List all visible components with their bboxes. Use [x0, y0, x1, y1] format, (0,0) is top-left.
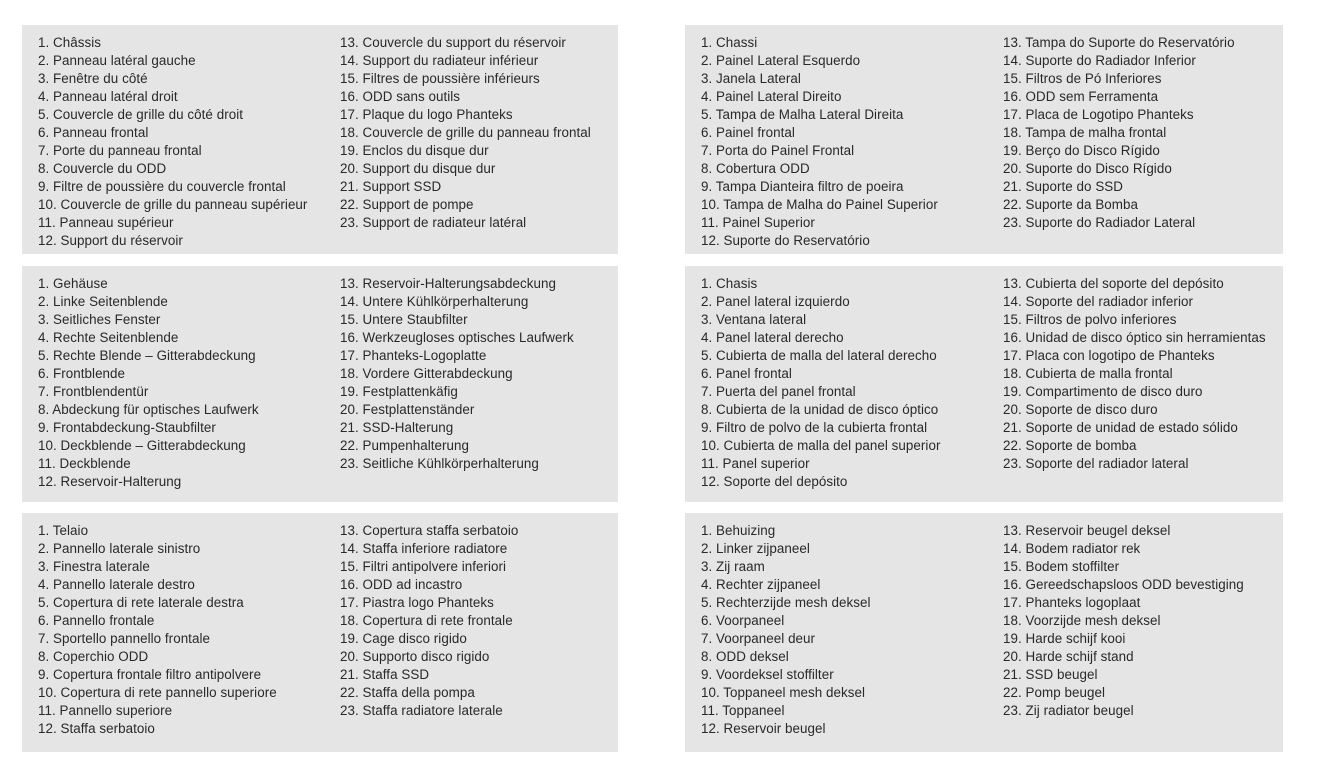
part-item: 21. SSD-Halterung	[340, 420, 454, 435]
part-item: 3. Seitliches Fenster	[38, 312, 161, 327]
part-item: 14. Soporte del radiador inferior	[1003, 294, 1193, 309]
part-item: 2. Panel lateral izquierdo	[701, 294, 850, 309]
part-item: 12. Soporte del depósito	[701, 474, 848, 489]
part-item: 21. Soporte de unidad de estado sólido	[1003, 420, 1238, 435]
part-item: 17. Plaque du logo Phanteks	[340, 107, 513, 122]
part-item: 7. Porte du panneau frontal	[38, 143, 202, 158]
parts-panel-german	[22, 266, 618, 502]
part-item: 5. Cubierta de malla del lateral derecho	[701, 348, 937, 363]
part-item: 13. Copertura staffa serbatoio	[340, 523, 519, 538]
part-item: 6. Painel frontal	[701, 125, 795, 140]
part-item: 9. Tampa Dianteira filtro de poeira	[701, 179, 904, 194]
part-item: 9. Filtre de poussière du couvercle frontal	[38, 179, 286, 194]
part-item: 15. Filtri antipolvere inferiori	[340, 559, 507, 574]
part-item: 1. Telaio	[38, 523, 89, 538]
part-item: 3. Zij raam	[701, 559, 765, 574]
part-item: 10. Couvercle de grille du panneau supérieur	[38, 197, 308, 212]
parts-panel-french	[22, 25, 618, 254]
part-item: 19. Cage disco rigido	[340, 631, 467, 646]
part-item: 15. Filtros de Pó Inferiores	[1003, 71, 1162, 86]
part-item: 9. Voordeksel stoffilter	[701, 667, 834, 682]
part-item: 10. Copertura di rete pannello superiore	[38, 685, 277, 700]
parts-column-items-1-12	[38, 522, 277, 738]
part-item: 20. Support du disque dur	[340, 161, 496, 176]
part-item: 7. Sportello pannello frontale	[38, 631, 210, 646]
part-item: 22. Soporte de bomba	[1003, 438, 1137, 453]
part-item: 18. Vordere Gitterabdeckung	[340, 366, 513, 381]
part-item: 12. Support du réservoir	[38, 233, 183, 248]
part-item: 13. Tampa do Suporte do Reservatório	[1003, 35, 1235, 50]
part-item: 4. Rechte Seitenblende	[38, 330, 179, 345]
part-item: 19. Enclos du disque dur	[340, 143, 489, 158]
part-item: 1. Behuizing	[701, 523, 776, 538]
part-item: 16. ODD sem Ferramenta	[1003, 89, 1159, 104]
part-item: 8. Cubierta de la unidad de disco óptico	[701, 402, 939, 417]
part-item: 21. Staffa SSD	[340, 667, 430, 682]
part-item: 15. Filtres de poussière inférieurs	[340, 71, 540, 86]
part-item: 6. Pannello frontale	[38, 613, 155, 628]
part-item: 2. Linker zijpaneel	[701, 541, 810, 556]
part-item: 14. Untere Kühlkörperhalterung	[340, 294, 529, 309]
part-item: 16. ODD sans outils	[340, 89, 461, 104]
parts-column-items-1-12	[701, 275, 940, 491]
part-item: 15. Filtros de polvo inferiores	[1003, 312, 1177, 327]
part-item: 10. Cubierta de malla del panel superior	[701, 438, 941, 453]
part-item: 15. Untere Staubfilter	[340, 312, 468, 327]
part-item: 17. Placa de Logotipo Phanteks	[1003, 107, 1194, 122]
parts-column-items-1-12	[38, 34, 307, 250]
part-item: 10. Tampa de Malha do Painel Superior	[701, 197, 938, 212]
part-item: 7. Puerta del panel frontal	[701, 384, 856, 399]
part-item: 13. Reservoir beugel deksel	[1003, 523, 1171, 538]
part-item: 8. Cobertura ODD	[701, 161, 810, 176]
part-item: 16. Unidad de disco óptico sin herramientas	[1003, 330, 1266, 345]
part-item: 8. ODD deksel	[701, 649, 789, 664]
part-item: 23. Seitliche Kühlkörperhalterung	[340, 456, 539, 471]
parts-panel-portuguese	[685, 25, 1283, 254]
part-item: 8. Abdeckung für optisches Laufwerk	[38, 402, 259, 417]
part-item: 16. Werkzeugloses optisches Laufwerk	[340, 330, 574, 345]
part-item: 9. Copertura frontale filtro antipolvere	[38, 667, 262, 682]
part-item: 22. Support de pompe	[340, 197, 474, 212]
part-item: 11. Panneau supérieur	[38, 215, 174, 230]
parts-column-items-13-23	[1003, 522, 1244, 720]
part-item: 8. Coperchio ODD	[38, 649, 149, 664]
part-item: 18. Cubierta de malla frontal	[1003, 366, 1173, 381]
part-item: 18. Voorzijde mesh deksel	[1003, 613, 1161, 628]
part-item: 6. Panneau frontal	[38, 125, 149, 140]
parts-panel-spanish	[685, 266, 1283, 502]
part-item: 16. ODD ad incastro	[340, 577, 463, 592]
part-item: 23. Suporte do Radiador Lateral	[1003, 215, 1196, 230]
parts-column-items-1-12	[701, 522, 871, 738]
part-item: 17. Phanteks logoplaat	[1003, 595, 1141, 610]
part-item: 8. Couvercle du ODD	[38, 161, 167, 176]
part-item: 12. Reservoir beugel	[701, 721, 826, 736]
part-item: 4. Panel lateral derecho	[701, 330, 844, 345]
parts-column-items-13-23	[1003, 34, 1235, 232]
parts-panel-dutch	[685, 513, 1283, 752]
part-item: 17. Placa con logotipo de Phanteks	[1003, 348, 1215, 363]
part-item: 23. Soporte del radiador lateral	[1003, 456, 1189, 471]
part-item: 18. Tampa de malha frontal	[1003, 125, 1167, 140]
parts-column-items-1-12	[701, 34, 938, 250]
part-item: 4. Rechter zijpaneel	[701, 577, 821, 592]
part-item: 4. Pannello laterale destro	[38, 577, 195, 592]
part-item: 10. Deckblende – Gitterabdeckung	[38, 438, 246, 453]
part-item: 16. Gereedschapsloos ODD bevestiging	[1003, 577, 1244, 592]
part-item: 11. Pannello superiore	[38, 703, 173, 718]
part-item: 9. Filtro de polvo de la cubierta frontal	[701, 420, 928, 435]
part-item: 23. Staffa radiatore laterale	[340, 703, 503, 718]
part-item: 1. Chasis	[701, 276, 758, 291]
part-item: 14. Support du radiateur inférieur	[340, 53, 539, 68]
part-item: 2. Painel Lateral Esquerdo	[701, 53, 861, 68]
part-item: 11. Panel superior	[701, 456, 810, 471]
part-item: 23. Zij radiator beugel	[1003, 703, 1134, 718]
part-item: 11. Painel Superior	[701, 215, 815, 230]
part-item: 19. Berço do Disco Rígido	[1003, 143, 1160, 158]
part-item: 23. Support de radiateur latéral	[340, 215, 527, 230]
part-item: 19. Festplattenkäfig	[340, 384, 458, 399]
part-item: 21. SSD beugel	[1003, 667, 1098, 682]
part-item: 15. Bodem stoffilter	[1003, 559, 1120, 574]
part-item: 1. Châssis	[38, 35, 102, 50]
part-item: 22. Staffa della pompa	[340, 685, 475, 700]
part-item: 14. Suporte do Radiador Inferior	[1003, 53, 1196, 68]
part-item: 3. Ventana lateral	[701, 312, 807, 327]
part-item: 18. Couvercle de grille du panneau frontal	[340, 125, 591, 140]
part-item: 13. Reservoir-Halterungsabdeckung	[340, 276, 557, 291]
parts-column-items-13-23	[1003, 275, 1266, 473]
part-item: 3. Fenêtre du côté	[38, 71, 148, 86]
parts-column-items-13-23	[340, 275, 574, 473]
part-item: 22. Pumpenhalterung	[340, 438, 469, 453]
part-item: 5. Couvercle de grille du côté droit	[38, 107, 243, 122]
part-item: 1. Chassi	[701, 35, 758, 50]
part-item: 14. Bodem radiator rek	[1003, 541, 1141, 556]
part-item: 5. Copertura di rete laterale destra	[38, 595, 244, 610]
part-item: 12. Staffa serbatoio	[38, 721, 155, 736]
part-item: 17. Piastra logo Phanteks	[340, 595, 494, 610]
part-item: 17. Phanteks-Logoplatte	[340, 348, 487, 363]
part-item: 20. Festplattenständer	[340, 402, 475, 417]
part-item: 21. Suporte do SSD	[1003, 179, 1124, 194]
part-item: 20. Harde schijf stand	[1003, 649, 1134, 664]
part-item: 18. Copertura di rete frontale	[340, 613, 513, 628]
part-item: 20. Supporto disco rigido	[340, 649, 490, 664]
part-item: 5. Rechterzijde mesh deksel	[701, 595, 871, 610]
part-item: 7. Frontblendentür	[38, 384, 149, 399]
part-item: 22. Pomp beugel	[1003, 685, 1105, 700]
parts-column-items-13-23	[340, 34, 591, 232]
part-item: 6. Frontblende	[38, 366, 126, 381]
part-item: 20. Suporte do Disco Rígido	[1003, 161, 1172, 176]
part-item: 4. Painel Lateral Direito	[701, 89, 842, 104]
part-item: 3. Finestra laterale	[38, 559, 150, 574]
part-item: 3. Janela Lateral	[701, 71, 801, 86]
part-item: 11. Deckblende	[38, 456, 131, 471]
part-item: 7. Porta do Painel Frontal	[701, 143, 855, 158]
part-item: 21. Support SSD	[340, 179, 442, 194]
part-item: 19. Harde schijf kooi	[1003, 631, 1126, 646]
part-item: 14. Staffa inferiore radiatore	[340, 541, 508, 556]
part-item: 6. Voorpaneel	[701, 613, 785, 628]
part-item: 9. Frontabdeckung-Staubfilter	[38, 420, 216, 435]
part-item: 11. Toppaneel	[701, 703, 785, 718]
part-item: 13. Couvercle du support du réservoir	[340, 35, 566, 50]
part-item: 13. Cubierta del soporte del depósito	[1003, 276, 1224, 291]
part-item: 6. Panel frontal	[701, 366, 792, 381]
part-item: 4. Panneau latéral droit	[38, 89, 178, 104]
parts-column-items-1-12	[38, 275, 259, 491]
part-item: 10. Toppaneel mesh deksel	[701, 685, 866, 700]
part-item: 2. Linke Seitenblende	[38, 294, 168, 309]
part-item: 2. Panneau latéral gauche	[38, 53, 196, 68]
part-item: 1. Gehäuse	[38, 276, 108, 291]
part-item: 20. Soporte de disco duro	[1003, 402, 1158, 417]
part-item: 7. Voorpaneel deur	[701, 631, 816, 646]
part-item: 12. Suporte do Reservatório	[701, 233, 870, 248]
part-item: 22. Suporte da Bomba	[1003, 197, 1138, 212]
parts-panel-italian	[22, 513, 618, 752]
part-item: 12. Reservoir-Halterung	[38, 474, 182, 489]
part-item: 19. Compartimento de disco duro	[1003, 384, 1203, 399]
parts-column-items-13-23	[340, 522, 518, 720]
part-item: 5. Rechte Blende – Gitterabdeckung	[38, 348, 256, 363]
part-item: 5. Tampa de Malha Lateral Direita	[701, 107, 904, 122]
part-item: 2. Pannello laterale sinistro	[38, 541, 201, 556]
